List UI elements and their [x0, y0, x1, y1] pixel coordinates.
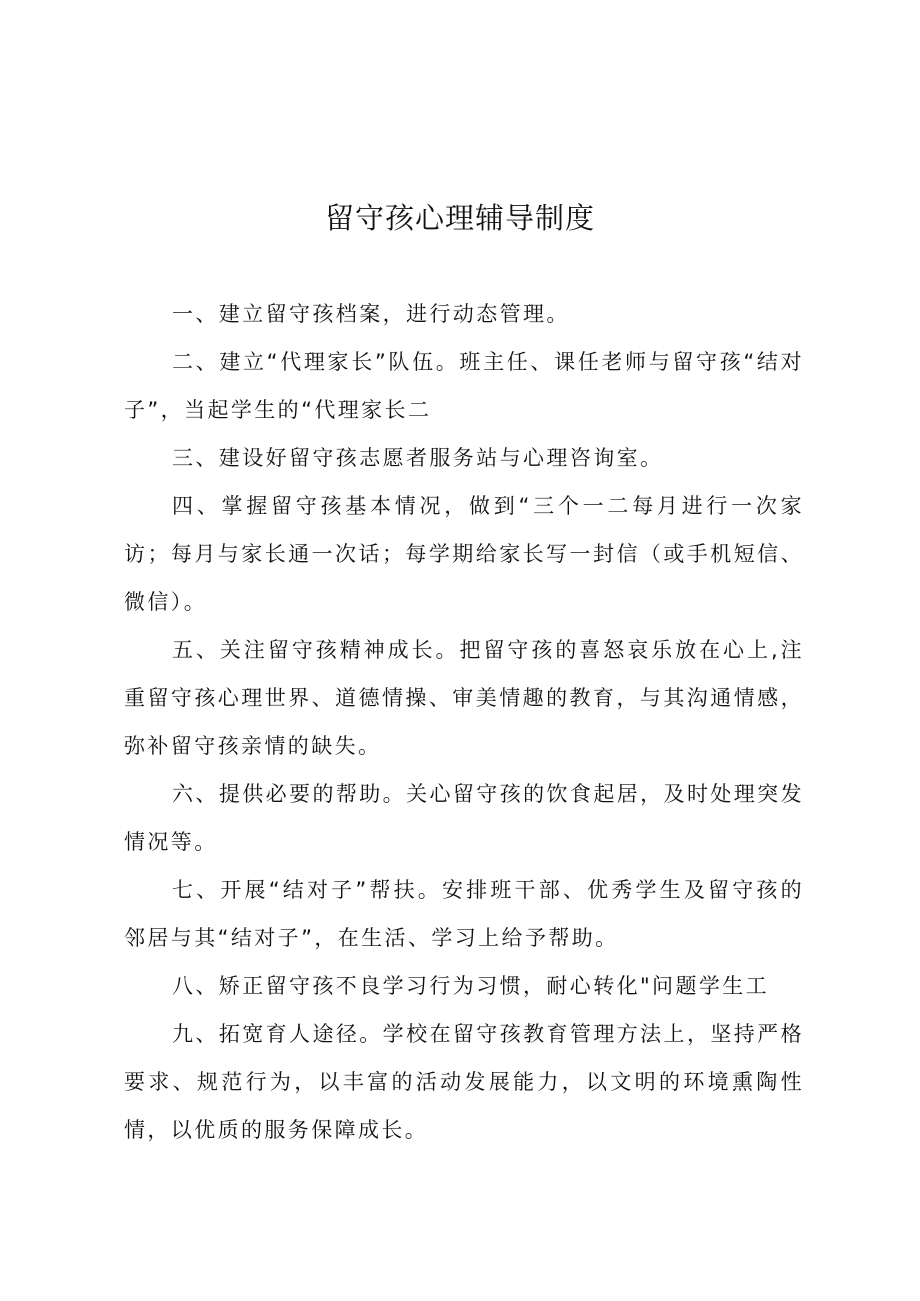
document-title: 留守孩心理辅导制度	[324, 201, 595, 235]
paragraph-7: 七、开展“结对子”帮扶。安排班干部、优秀学生及留守孩的邻居与其“结对子”，在生活、学习上给予帮助。	[124, 878, 804, 950]
document-body	[124, 290, 804, 1154]
paragraph-8: 八、矫正留守孩不良学习行为习惯，耐心转化"问题学生工	[172, 974, 770, 998]
paragraph-4: 四、掌握留守孩基本情况，做到“三个一二每月进行一次家访；每月与家长通一次话；每学期给家长写一封信（或手机短信、微信）。	[124, 494, 804, 614]
paragraph-2: 二、建立“代理家长”队伍。班主任、课任老师与留守孩“结对子”，当起学生的“代理家长二	[124, 350, 804, 422]
paragraph-3: 三、建设好留守孩志愿者服务站与心理咨询室。	[172, 446, 664, 470]
paragraph-9: 九、拓宽育人途径。学校在留守孩教育管理方法上，坚持严格要求、规范行为，以丰富的活动发展能力，以文明的环境熏陶性情，以优质的服务保障成长。	[124, 1022, 804, 1142]
paragraph-5: 五、关注留守孩精神成长。把留守孩的喜怒哀乐放在心上,注重留守孩心理世界、道德情操、审美情趣的教育，与其沟通情感，弥补留守孩亲情的缺失。	[124, 638, 804, 758]
paragraph-1: 一、建立留守孩档案，进行动态管理。	[172, 302, 570, 326]
paragraph-6: 六、提供必要的帮助。关心留守孩的饮食起居，及时处理突发情况等。	[124, 782, 804, 854]
